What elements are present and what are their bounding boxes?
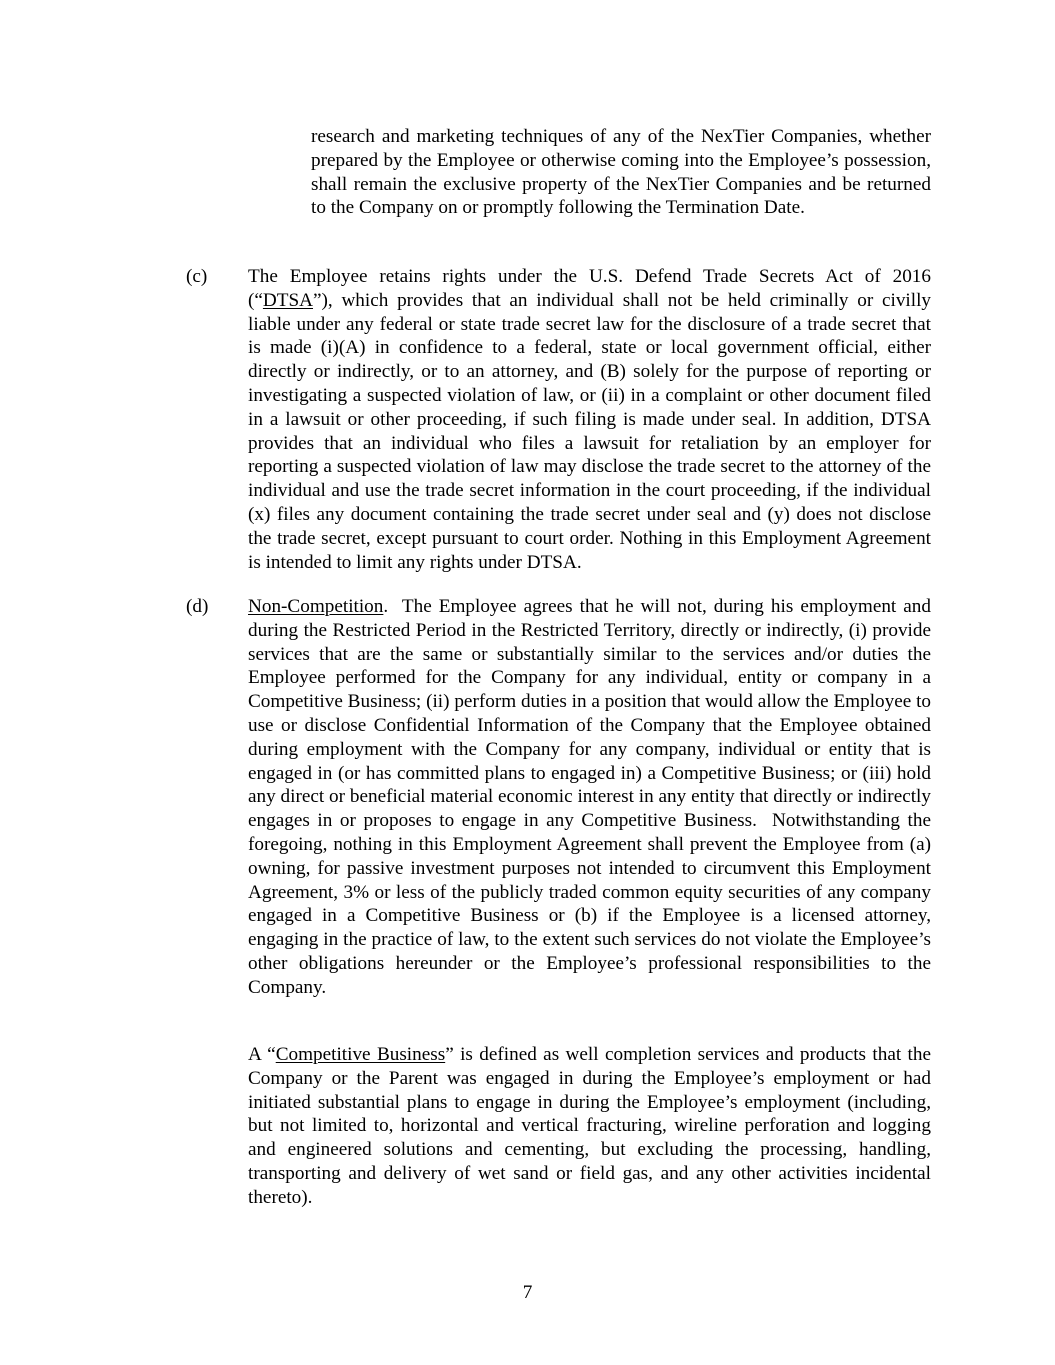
section-c-text-after: ”), which provides that an individual shall not be held criminally or civilly liable under any federal or state trade secret law for the disclosure of a trade secret that is made (i)(A) in confidence to a federal, state or local government official, either directly or indirectly, or to an attorney, and (B) solely for the purpose of reporting or investigating a suspected violation of law, or (ii) in a complaint or other document filed in a lawsuit or other proceeding, if such filing is made under seal. In addition, DTSA provides that an individual who files a lawsuit for retaliation by an employer for reporting a suspected violation of law may disclose the trade secret to the attorney of the individual and use the trade secret information in the court proceeding, if the individual (x) files any document containing the trade secret under seal and (y) does not disclose the trade secret, except pursuant to court order. Nothing in this Employment Agreement is intended to limit any rights under DTSA. bbox=[248, 289, 931, 573]
section-c-text-before: The Employee retains rights under the U.S. Defend Trade Secrets Act of 2016 (“ bbox=[248, 266, 931, 311]
page-number: 7 bbox=[522, 1282, 533, 1303]
non-competition-heading: Non-Competition bbox=[248, 596, 384, 617]
competitive-business-text bbox=[248, 1043, 931, 1210]
competitive-business-text-after: ” is defined as well completion services and products that the Company or the Parent was engaged in during the Employee’s employment or had initiated substantial plans to engage in during the Employee’s employment (including, but not limited to, horizontal and vertical fracturing, wireline perforation and logging and engineered solutions and cementing, but excluding the processing, handling, transporting and delivery of wet sand or field gas, and any other activities incidental thereto). bbox=[248, 1044, 931, 1208]
section-d-label: (d) bbox=[186, 596, 209, 617]
continuation-paragraph bbox=[311, 125, 931, 220]
competitive-business-defined-term: Competitive Business bbox=[275, 1044, 446, 1065]
section-d-paragraph bbox=[248, 595, 936, 1000]
section-c-paragraph bbox=[248, 265, 931, 574]
competitive-business-text-before: A “ bbox=[248, 1044, 276, 1065]
section-d-text bbox=[248, 595, 936, 1000]
competitive-business-paragraph bbox=[248, 1043, 931, 1210]
non-competition-heading-punct: . bbox=[383, 596, 389, 617]
section-c-label: (c) bbox=[186, 266, 208, 287]
section-c-text bbox=[248, 265, 931, 574]
dtsa-defined-term: DTSA bbox=[262, 289, 314, 311]
continuation-text: research and marketing techniques of any of the NexTier Companies, whether prepared by the Employee or otherwise coming into the Employee’s possession, shall remain the exclusive property of the NexTier Companies and be returned to the Company on or promptly following the Termination Date. bbox=[311, 126, 931, 219]
section-d-body-text: The Employee agrees that he will not, during his employment and during the Restricted Period in the Restricted Territory, directly or indirectly, (i) provide services that are the same or substantially similar to the services and/or duties the Employee performed for the Company for any individual, entity or company in a Competitive Business; (ii) perform duties in a position that would allow the Employee to use or disclose Confidential Information of the Company that the Employee obtained during employment with the Company for any company, individual or entity that is engaged in (or has committed plans to engaged in) a Competitive Business; or (iii) hold any direct or beneficial material economic interest in any entity that directly or indirectly engages in or proposes to engage in any Competitive Business. Notwithstanding the foregoing, nothing in this Employment Agreement shall prevent the Employee from (a) owning, for passive investment purposes not intended to circumvent this Employment Agreement, 3% or less of the publicly traded common equity securities of any company engaged in a Competitive Business or (b) if the Employee is a licensed attorney, engaging in the practice of law, to the extent such services do not violate the Employee’s other obligations hereunder or the Employee’s professional responsibilities to the Company. bbox=[248, 596, 936, 998]
